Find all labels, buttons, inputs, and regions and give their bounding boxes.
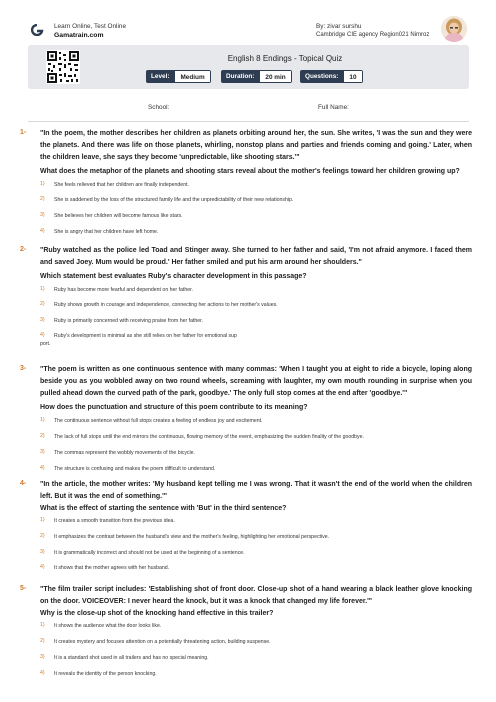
option-letter: 2) — [40, 638, 45, 644]
brand — [54, 22, 126, 40]
avatar — [441, 16, 467, 42]
option-text: She is saddened by the loss of the structured family life and the unpredictability of their new relationship. — [54, 197, 294, 203]
option-text: It reveals the identity of the person knocking. — [54, 671, 157, 677]
option-text: She is angry that her children have left home. — [54, 229, 159, 235]
option-letter: 2) — [40, 433, 45, 439]
option-text: It creates a smooth transition from the previous idea. — [54, 518, 175, 524]
option-text: Ruby is primarily concerned with receiving praise from her father. — [54, 318, 204, 324]
author-organization: Cambridge CIE agency Region021 Nimroz — [316, 32, 430, 38]
option-letter: 4) — [40, 465, 45, 471]
duration-value: 20 min — [259, 70, 291, 83]
duration-label: Duration: — [221, 70, 259, 83]
option-text: It creates mystery and focuses attention on a potentially threatening action, building suspense. — [54, 639, 271, 645]
level-value: Medium — [174, 70, 210, 83]
question-number: 4- — [20, 480, 27, 487]
option-letter: 1) — [40, 417, 45, 423]
question-number: 2- — [20, 246, 27, 253]
author-info — [316, 22, 429, 40]
questions-value: 10 — [343, 70, 362, 83]
option-text: It emphasizes the contrast between the husband's view and the mother's feeling, highlighting her emotional perspective. — [54, 534, 330, 540]
brand-site[interactable]: Gamatrain.com — [54, 32, 104, 39]
fullname-label: Full Name: — [318, 104, 349, 111]
option-text: It is grammatically incorrect and should not be used at the beginning of a sentence. — [54, 550, 245, 556]
option-letter: 2) — [40, 301, 45, 307]
option-letter: 3) — [40, 212, 45, 218]
header-divider — [28, 121, 469, 122]
duration-badge — [221, 70, 292, 83]
option-letter: 4) — [40, 332, 45, 338]
option-text: She believes her children will become famous like stars. — [54, 213, 183, 219]
level-badge — [146, 70, 211, 83]
question-text: "The poem is written as one continuous sentence with many commas: 'When I taught you at eight to ride a bicycle, loping along beside you as you wobbled away on two round wheels, screaming with laughter, my own mouth rounding in surprise when you pulled ahead down the curved path of the park, goodbye.' The only full stop comes at the end after 'goodbye.'" — [40, 366, 472, 397]
quiz-title: English 8 Endings - Topical Quiz — [227, 54, 343, 63]
question-prompt: Why is the close-up shot of the knocking hand effective in this trailer? — [40, 610, 274, 617]
question-number: 1- — [20, 129, 27, 136]
option-letter: 3) — [40, 317, 45, 323]
gamatrain-logo-icon — [30, 24, 44, 36]
option-letter: 4) — [40, 564, 45, 570]
qr-code-icon[interactable] — [46, 50, 80, 84]
option-text: She feels relieved that her children are finally independent. — [54, 182, 189, 188]
page-header — [0, 0, 496, 40]
questions-badge — [300, 70, 363, 83]
option-text: The lack of full stops until the end mirrors the continuous, flowing memory of the event, emphasizing the sudden finality of the goodbye. — [54, 434, 364, 440]
option-letter: 3) — [40, 654, 45, 660]
questions-label: Questions: — [300, 70, 343, 83]
option-text: The commas represent the wobbly movements of the bicycle. — [54, 450, 195, 456]
school-label: School: — [148, 104, 170, 111]
question-text: "In the article, the mother writes: 'My husband kept telling me I was wrong. That it wasn't the end of the world when the children left. But it was the end of something.'" — [40, 481, 472, 500]
question-prompt: What does the metaphor of the planets and shooting stars reveal about the mother's feelings toward her children growing up? — [40, 168, 460, 175]
question-text: "The film trailer script includes: 'Establishing shot of front door. Close-up shot of a hand wearing a black leather glove knocking on the door. VOICEOVER: I never heard the knock, but it was a knock that changed my life forever.'" — [40, 586, 472, 605]
option-text: The continuous sentence without full stops creates a feeling of endless joy and excitement. — [54, 418, 263, 424]
author-name: By: zivar surshu — [316, 23, 362, 30]
option-letter: 2) — [40, 533, 45, 539]
option-text: It shows that the mother agrees with her husband. — [54, 565, 170, 571]
question-prompt: Which statement best evaluates Ruby's character development in this passage? — [40, 273, 307, 280]
option-letter: 1) — [40, 181, 45, 187]
option-letter: 4) — [40, 228, 45, 234]
question-number: 3- — [20, 365, 27, 372]
option-letter: 4) — [40, 670, 45, 676]
option-text: Ruby has become more fearful and dependent on her father. — [54, 287, 194, 293]
question-prompt: How does the punctuation and structure of this poem contribute to its meaning? — [40, 404, 308, 411]
option-text: Ruby's development is minimal as she still relies on her father for emotional sup — [54, 333, 237, 339]
question-number: 5- — [20, 585, 27, 592]
question-text: "Ruby watched as the police led Toad and Stinger away. She turned to her father and said, 'I'm not afraid anymore. I faced them and saved Joey. Mum would be proud.' Her father smiled and put his arm around her shoulders." — [40, 247, 472, 266]
option-letter: 1) — [40, 622, 45, 628]
option-text-continued: port. — [40, 341, 51, 347]
brand-tagline: Learn Online, Test Online — [54, 23, 126, 30]
option-letter: 1) — [40, 286, 45, 292]
option-letter: 3) — [40, 449, 45, 455]
question-text: "In the poem, the mother describes her children as planets orbiting around her, the sun. She writes, 'I was the sun and they were the planets. And there was life on those planets, whirling, nonstop plans and parties and friends coming and going.' Later, when the children leave, she says they become 'unpredictable, like shooting stars.'" — [40, 130, 472, 161]
avatar-portrait-icon — [441, 16, 467, 42]
option-text: The structure is confusing and makes the poem difficult to understand. — [54, 466, 216, 472]
option-text: It shows the audience what the door looks like. — [54, 623, 162, 629]
level-label: Level: — [146, 70, 174, 83]
option-letter: 1) — [40, 517, 45, 523]
option-letter: 2) — [40, 196, 45, 202]
question-prompt: What is the effect of starting the sentence with 'But' in the third sentence? — [40, 505, 287, 512]
option-letter: 3) — [40, 549, 45, 555]
option-text: Ruby shows growth in courage and independence, connecting her actions to her mother's values. — [54, 302, 278, 308]
option-text: It is a standard shot used in all trailers and has no special meaning. — [54, 655, 209, 661]
